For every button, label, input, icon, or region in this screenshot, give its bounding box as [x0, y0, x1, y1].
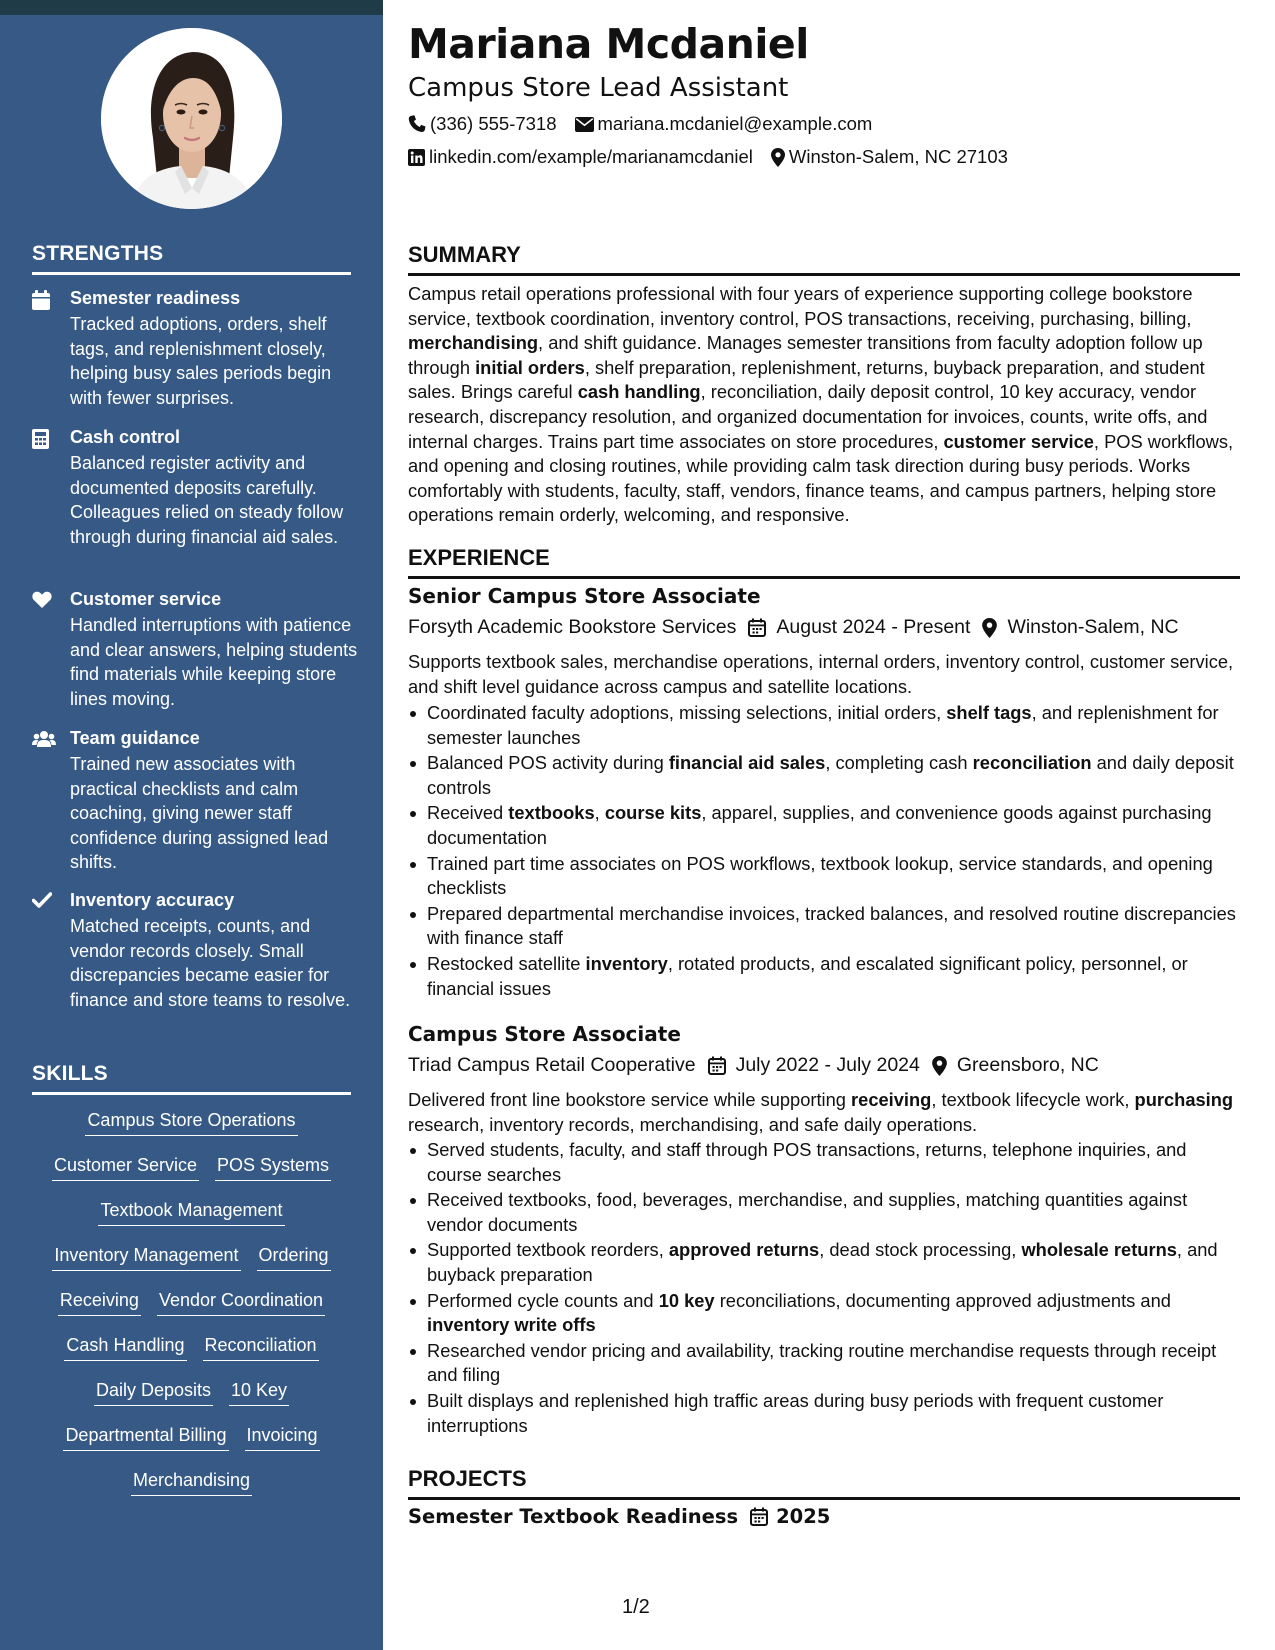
map-pin-icon: [771, 148, 785, 167]
job-dates: August 2024 - Present: [776, 616, 971, 638]
strength-title: Inventory accuracy: [70, 890, 235, 910]
page-number: 1/2: [622, 1596, 650, 1618]
contact-row: [408, 113, 872, 135]
bullet-keyword: course kits: [604, 802, 702, 824]
bullet-keyword: inventory: [585, 952, 668, 974]
skill-row: [32, 1288, 351, 1333]
candidate-role: Campus Store Lead Assistant: [408, 73, 789, 103]
bullet-text: , dead stock processing,: [819, 1239, 1022, 1261]
summary-segment: , and shift guidance. Manages semester transitions from faculty adoption follow up through: [408, 332, 1203, 378]
bullet-text: reconciliations, documenting approved adjustments and: [714, 1289, 1171, 1311]
bullet-item: [408, 801, 1240, 850]
bullet-text: , completing cash: [825, 752, 973, 774]
calculator-icon: [32, 429, 54, 449]
skill-tag: Ordering: [257, 1243, 331, 1271]
bullet-item: [408, 902, 1240, 951]
sidebar-top-bar: [0, 0, 383, 15]
bullet-text: , apparel, supplies, and convenience goods against purchasing documentation: [427, 802, 1212, 848]
check-icon: [32, 892, 54, 912]
bullet-keyword: inventory write offs: [427, 1314, 596, 1336]
map-pin-icon: [932, 1056, 947, 1076]
bullet-text: Restocked satellite: [427, 952, 586, 974]
bullet-text: , rotated products, and escalated significant policy, personnel, or financial issues: [427, 952, 1188, 999]
job-dates: July 2022 - July 2024: [735, 1054, 920, 1076]
location-text: Winston-Salem, NC 27103: [788, 146, 1008, 167]
phone-icon: [408, 115, 426, 133]
calendar-icon: [708, 1056, 726, 1075]
job-company: Triad Campus Retail Cooperative: [408, 1054, 696, 1076]
strength-title: Semester readiness: [70, 288, 241, 308]
project-item: [408, 1505, 830, 1528]
skills-list: [32, 1108, 351, 1513]
bullet-item: [408, 1238, 1240, 1287]
skill-row: [32, 1243, 351, 1288]
contact-location: [771, 146, 1008, 168]
job-bullets: [408, 1138, 1240, 1439]
job-summary-text: Supports textbook sales, merchandise operations, internal orders, inventory control, customer service, and shift level guidance across campus and satellite locations.: [408, 651, 1234, 697]
bullet-text: Received: [427, 802, 509, 824]
calendar-icon: [32, 290, 54, 310]
bullet-item: [408, 1289, 1240, 1338]
bullet-item: [408, 751, 1240, 800]
job-title: Campus Store Associate: [408, 1022, 681, 1046]
bullet-item: [408, 1389, 1240, 1438]
bullet-item: [408, 1138, 1240, 1187]
bullet-text: , and buyback preparation: [427, 1239, 1218, 1285]
users-icon: [32, 730, 54, 750]
bullet-text: Balanced POS activity during: [427, 752, 669, 774]
skill-tag: POS Systems: [215, 1153, 331, 1181]
project-name: Semester Textbook Readiness: [408, 1505, 739, 1528]
summary-segment: , reconciliation, daily deposit control, 10 key accuracy, vendor research, discrepancy resolution, and organized documentation for invoices, counts, write offs, and internal charges. Trains part time associates on store procedures,: [408, 381, 1208, 452]
bullet-item: [408, 1339, 1240, 1388]
skill-row: [32, 1198, 351, 1243]
job-company: Forsyth Academic Bookstore Services: [408, 616, 737, 638]
strength-title: Customer service: [70, 589, 222, 609]
summary-text: [408, 282, 1240, 528]
skills-heading: SKILLS: [32, 1062, 351, 1095]
summary-keyword: customer service: [943, 430, 1094, 452]
job-summary: [408, 650, 1240, 699]
summary-segment: , shelf preparation, replenishment, returns, buyback preparation, and student sales. Brings careful: [408, 356, 1205, 403]
skill-tag: Customer Service: [52, 1153, 199, 1181]
bullet-text: Served students, faculty, and staff through POS transactions, returns, telephone inquiries, and course searches: [427, 1139, 1187, 1185]
strength-text: Matched receipts, counts, and vendor records closely. Small discrepancies became easier for finance and store teams to resolve.: [70, 916, 351, 1010]
bullet-text: Supported textbook reorders,: [427, 1239, 669, 1261]
project-year: 2025: [776, 1505, 831, 1528]
skill-tag: Inventory Management: [52, 1243, 240, 1271]
bullet-keyword: textbooks: [508, 802, 595, 824]
heart-icon: [32, 591, 54, 611]
job-summary: [408, 1088, 1240, 1137]
skill-row: [32, 1378, 351, 1423]
sidebar: [0, 0, 383, 1650]
job-summary-text: research, inventory records, merchandising, and safe daily operations.: [408, 1113, 978, 1135]
job-location: Greensboro, NC: [956, 1054, 1099, 1076]
bullet-item: [408, 1188, 1240, 1237]
strength-title: Cash control: [70, 427, 181, 447]
phone-text: (336) 555-7318: [430, 113, 557, 134]
bullet-keyword: reconciliation: [972, 752, 1092, 774]
bullet-keyword: shelf tags: [946, 702, 1032, 723]
calendar-icon: [750, 1507, 768, 1526]
job-summary-text: Delivered front line bookstore service while supporting: [408, 1089, 852, 1110]
bullet-keyword: wholesale returns: [1021, 1239, 1177, 1261]
summary-keyword: cash handling: [577, 381, 701, 403]
contact-linkedin: [408, 146, 753, 168]
profile-photo: [101, 28, 282, 209]
bullet-text: Trained part time associates on POS workflows, textbook lookup, service standards, and opening checklists: [427, 852, 1213, 899]
strength-text: Handled interruptions with patience and clear answers, helping students find materials while keeping store lines moving.: [70, 615, 358, 709]
bullet-text: Performed cycle counts and: [427, 1289, 659, 1311]
skill-tag: Invoicing: [245, 1423, 320, 1451]
skill-tag: Textbook Management: [98, 1198, 284, 1226]
bullet-text: Built displays and replenished high traffic areas during busy periods with frequent customer interruptions: [427, 1389, 1164, 1436]
contact-email: [575, 113, 873, 135]
contact-phone: [408, 113, 557, 135]
skill-tag: Daily Deposits: [94, 1378, 213, 1406]
bullet-text: , and replenishment for semester launches: [427, 702, 1219, 748]
skill-row: [32, 1333, 351, 1378]
skill-tag: Merchandising: [131, 1468, 252, 1496]
job-meta: [408, 616, 1179, 639]
skill-tag: Receiving: [58, 1288, 141, 1316]
bullet-keyword: approved returns: [668, 1239, 820, 1261]
linkedin-text: linkedin.com/example/marianamcdaniel: [429, 146, 753, 167]
bullet-item: [408, 952, 1240, 1001]
bullet-keyword: 10 key: [658, 1289, 715, 1311]
job-summary-keyword: purchasing: [1134, 1089, 1234, 1110]
skill-row: [32, 1468, 351, 1513]
email-text: mariana.mcdaniel@example.com: [597, 113, 873, 134]
strength-title: Team guidance: [70, 728, 200, 748]
bullet-text: Researched vendor pricing and availability, tracking routine merchandise requests through receipt and filing: [427, 1339, 1217, 1386]
bullet-text: Prepared departmental merchandise invoices, tracked balances, and resolved routine discrepancies with finance staff: [427, 902, 1236, 949]
map-pin-icon: [982, 618, 997, 638]
bullet-item: [408, 852, 1240, 901]
bullet-keyword: financial aid sales: [668, 752, 826, 774]
projects-heading: PROJECTS: [408, 1466, 1240, 1500]
strength-text: Tracked adoptions, orders, shelf tags, and replenishment closely, helping busy sales periods begin with fewer surprises.: [70, 314, 332, 408]
summary-segment: Campus retail operations professional with four years of experience supporting college bookstore service, textbook coordination, inventory control, POS transactions, receiving, purchasing, billing,: [408, 283, 1193, 329]
linkedin-icon: [408, 149, 425, 166]
skill-row: [32, 1108, 351, 1153]
bullet-text: Coordinated faculty adoptions, missing selections, initial orders,: [427, 702, 947, 723]
summary-heading: SUMMARY: [408, 242, 1240, 276]
summary-segment: , POS workflows, and opening and closing routines, while providing calm task direction during busy periods. Works comfortably with students, faculty, staff, vendors, finance teams, and campus partners, helping store operations remain orderly, welcoming, and responsive.: [408, 430, 1234, 526]
job-meta: [408, 1054, 1099, 1077]
contact-row: [408, 146, 1008, 168]
job-summary-keyword: receiving: [851, 1089, 932, 1110]
calendar-icon: [748, 618, 766, 637]
skill-tag: Cash Handling: [64, 1333, 186, 1361]
bullet-text: Received textbooks, food, beverages, merchandise, and supplies, matching quantities against vendor documents: [427, 1189, 1188, 1235]
experience-heading: EXPERIENCE: [408, 545, 1240, 579]
job-title: Senior Campus Store Associate: [408, 584, 761, 608]
skill-row: [32, 1423, 351, 1468]
job-location: Winston-Salem, NC: [1007, 616, 1179, 638]
bullet-text: and daily deposit controls: [427, 752, 1234, 798]
envelope-icon: [575, 117, 594, 132]
skill-row: [32, 1153, 351, 1198]
job-summary-text: , textbook lifecycle work,: [931, 1089, 1135, 1110]
strength-text: Trained new associates with practical checklists and calm coaching, giving newer staff confidence during assigned lead shifts.: [70, 754, 329, 872]
bullet-text: ,: [594, 802, 605, 824]
main-content: [408, 0, 1240, 1650]
strength-text: Balanced register activity and documented deposits carefully. Colleagues relied on steady follow through during financial aid sales.: [70, 453, 344, 547]
candidate-name: Mariana Mcdaniel: [408, 20, 809, 68]
summary-keyword: initial orders: [475, 356, 585, 378]
skill-tag: Campus Store Operations: [85, 1108, 297, 1136]
skill-tag: Departmental Billing: [63, 1423, 228, 1451]
summary-keyword: merchandising: [408, 332, 539, 354]
bullet-item: [408, 701, 1240, 750]
skill-tag: Reconciliation: [203, 1333, 319, 1361]
skill-tag: 10 Key: [229, 1378, 289, 1406]
skill-tag: Vendor Coordination: [157, 1288, 325, 1316]
strengths-heading: STRENGTHS: [32, 242, 351, 275]
job-bullets: [408, 701, 1240, 1002]
